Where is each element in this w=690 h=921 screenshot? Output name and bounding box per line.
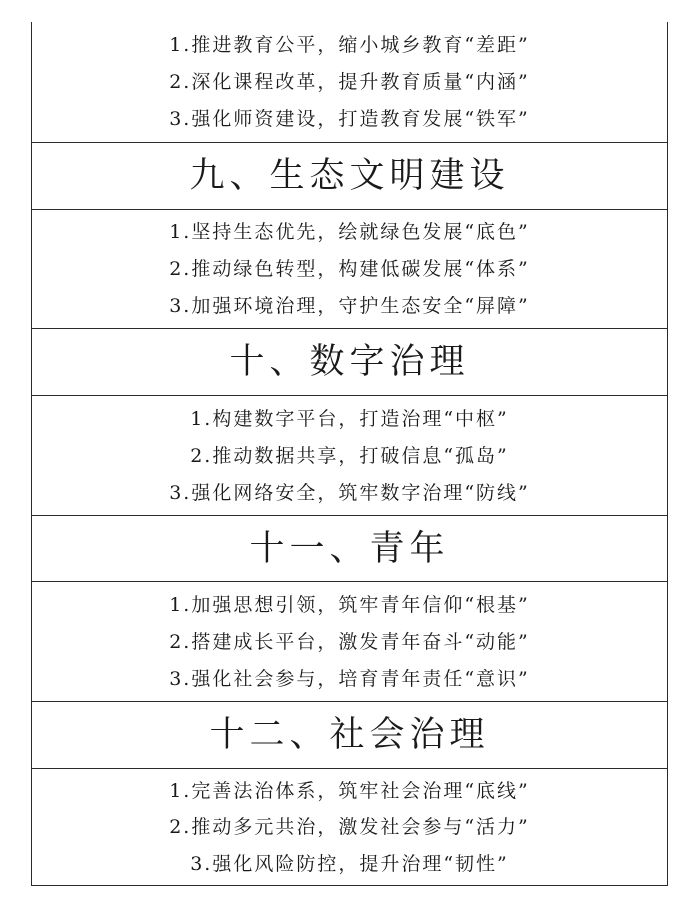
section-heading-text: 十一、青年 [249,528,450,569]
list-item: 1.坚持生态优先，绘就绿色发展“底色” [169,221,530,244]
list-item: 2.推动数据共享，打破信息“孤岛” [190,444,509,467]
list-item: 2.深化课程改革，提升教育质量“内涵” [169,70,530,93]
list-item: 2.推动多元共治，激发社会参与“活力” [169,816,530,839]
list-item: 2.搭建成长平台，激发青年奋斗“动能” [169,630,530,653]
list-item: 1.构建数字平台，打造治理“中枢” [190,407,509,430]
section-heading-text: 十、数字治理 [229,342,470,382]
section-heading-youth [32,515,667,582]
list-item: 1.完善法治体系，筑牢社会治理“底线” [169,780,530,803]
document-table [31,22,668,886]
list-item: 2.推动绿色转型，构建低碳发展“体系” [169,257,530,280]
section-heading-ecology [32,142,667,210]
section-heading-text: 九、生态文明建设 [189,156,510,196]
section-heading-text: 十二、社会治理 [209,715,490,755]
list-item: 3.强化师资建设，打造教育发展“铁军” [169,108,530,131]
section-heading-social-governance [32,701,667,769]
list-item: 1.加强思想引领，筑牢青年信仰“根基” [169,593,530,616]
list-item: 3.强化风险防控，提升治理“韧性” [190,852,509,875]
section-items-social-governance [32,769,667,886]
list-item: 3.强化网络安全，筑牢数字治理“防线” [169,481,530,504]
section-items-digital-governance [32,396,667,515]
section-items-youth [32,582,667,701]
list-item: 1.推进教育公平，缩小城乡教育“差距” [169,33,530,56]
section-items-ecology [32,210,667,328]
list-item: 3.加强环境治理，守护生态安全“屏障” [169,294,530,317]
section-items-education [32,22,667,142]
section-heading-digital-governance [32,328,667,396]
list-item: 3.强化社会参与，培育青年责任“意识” [169,667,530,690]
